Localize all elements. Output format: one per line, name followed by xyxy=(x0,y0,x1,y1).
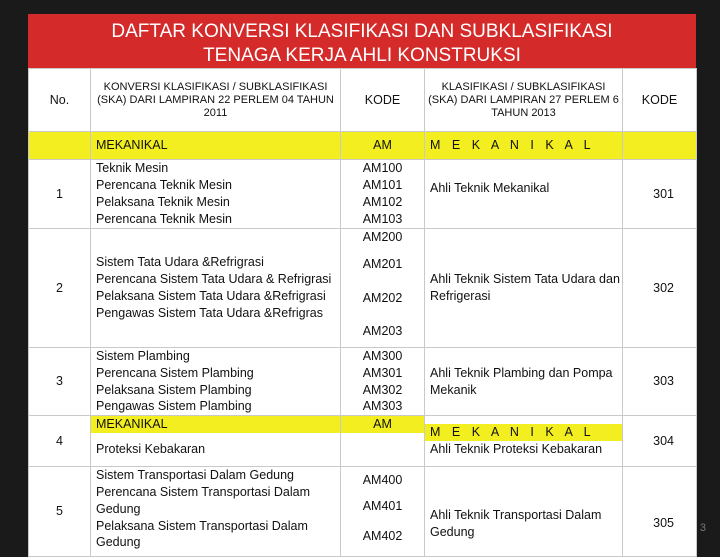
source-code: AM202 xyxy=(362,291,403,305)
source-item: Pengawas Sistem Plambing xyxy=(96,399,252,414)
header-konversi: KONVERSI KLASIFIKASI / SUBKLASIFIKASI (SKA) DARI LAMPIRAN 22 PERLEM 04 TAHUN 2011 xyxy=(91,69,341,132)
source-code: AM201 xyxy=(362,257,403,271)
source-code: AM203 xyxy=(362,324,403,338)
target-classification-cell xyxy=(425,416,623,467)
source-item: Perencana Sistem Plambing xyxy=(96,365,254,380)
source-code: AM100 xyxy=(362,161,403,176)
source-item: Perencana Teknik Mesin xyxy=(96,211,232,226)
source-item: Perencana Teknik Mesin xyxy=(96,178,232,193)
row-number: 4 xyxy=(29,416,91,467)
target-classification: Ahli Teknik Sistem Tata Udara dan Refrigerasi xyxy=(425,229,623,348)
source-code: AM301 xyxy=(362,365,403,380)
page-title xyxy=(28,14,696,68)
row-number: 3 xyxy=(29,348,91,416)
header-klasifikasi: KLASIFIKASI / SUBKLASIFIKASI (SKA) DARI LAMPIRAN 27 PERLEM 6 TAHUN 2013 xyxy=(425,69,623,132)
table-row xyxy=(29,229,697,348)
source-item: Pelaksana Teknik Mesin xyxy=(96,195,230,209)
source-category-label: MEKANIKAL xyxy=(91,416,340,433)
source-code: AM401 xyxy=(362,499,403,514)
page-number: 3 xyxy=(699,522,706,534)
source-item: Perencana Sistem Transportasi Dalam Gedung xyxy=(96,484,310,516)
source-codes xyxy=(341,229,425,348)
target-code: 302 xyxy=(623,229,697,348)
source-code: AM102 xyxy=(362,195,403,209)
title-line-1: DAFTAR KONVERSI KLASIFIKASI DAN SUBKLASIFIKASI xyxy=(111,21,613,42)
header-kode-2: KODE xyxy=(623,69,697,132)
target-classification: Ahli Teknik Transportasi Dalam Gedung xyxy=(425,467,623,557)
source-items xyxy=(91,348,341,416)
source-item: Pelaksana Sistem Tata Udara &Refrigrasi xyxy=(96,289,326,303)
source-item: Pengawas Sistem Tata Udara &Refrigras xyxy=(96,305,323,320)
table-row xyxy=(29,416,697,467)
row-number: 5 xyxy=(29,467,91,557)
target-classification: Ahli Teknik Proteksi Kebakaran xyxy=(430,442,603,457)
category-code: AM xyxy=(341,132,425,160)
header-no: No. xyxy=(29,69,91,132)
category-label-right: M E K A N I K A L xyxy=(425,132,623,160)
target-code: 303 xyxy=(623,348,697,416)
table-row xyxy=(29,467,697,557)
row-number: 1 xyxy=(29,160,91,229)
table-row xyxy=(29,160,697,229)
source-codes xyxy=(341,348,425,416)
source-item: Perencana Sistem Tata Udara & Refrigrasi xyxy=(96,272,332,287)
source-items xyxy=(91,416,341,467)
source-code: AM300 xyxy=(362,349,403,363)
header-kode-1: KODE xyxy=(341,69,425,132)
source-code: AM101 xyxy=(362,178,403,193)
category-no xyxy=(29,132,91,160)
source-item: Pelaksana Sistem Plambing xyxy=(96,382,252,397)
table-row xyxy=(29,348,697,416)
source-codes xyxy=(341,467,425,557)
source-codes xyxy=(341,160,425,229)
source-code: AM400 xyxy=(362,473,403,488)
source-item: Sistem Transportasi Dalam Gedung xyxy=(96,468,295,483)
source-item: Proteksi Kebakaran xyxy=(96,442,206,457)
conversion-table xyxy=(28,68,697,557)
title-line-2: TENAGA KERJA AHLI KONSTRUKSI xyxy=(203,45,521,66)
source-code: AM103 xyxy=(362,211,403,226)
target-code: 304 xyxy=(623,416,697,467)
source-item: Pelaksana Sistem Transportasi Dalam Gedung xyxy=(96,518,308,550)
source-items xyxy=(91,467,341,557)
target-code: 301 xyxy=(623,160,697,229)
source-codes xyxy=(341,416,425,467)
source-items xyxy=(91,229,341,348)
table-header-row xyxy=(29,69,697,132)
target-code: 305 xyxy=(623,467,697,557)
source-code: AM302 xyxy=(362,382,403,397)
source-code: AM402 xyxy=(362,529,403,544)
source-item: Sistem Tata Udara &Refrigrasi xyxy=(96,255,264,270)
source-code: AM303 xyxy=(362,399,403,414)
source-items xyxy=(91,160,341,229)
category-row xyxy=(29,132,697,160)
category-label-left: MEKANIKAL xyxy=(91,132,341,160)
target-classification: Ahli Teknik Plambing dan Pompa Mekanik xyxy=(425,348,623,416)
source-item: Sistem Plambing xyxy=(96,349,190,363)
source-item: Teknik Mesin xyxy=(96,161,169,176)
source-code: AM200 xyxy=(362,230,403,244)
target-category-label: M E K A N I K A L xyxy=(425,424,622,441)
target-classification: Ahli Teknik Mekanikal xyxy=(425,160,623,229)
category-empty xyxy=(623,132,697,160)
source-category-code: AM xyxy=(341,416,424,433)
row-number: 2 xyxy=(29,229,91,348)
